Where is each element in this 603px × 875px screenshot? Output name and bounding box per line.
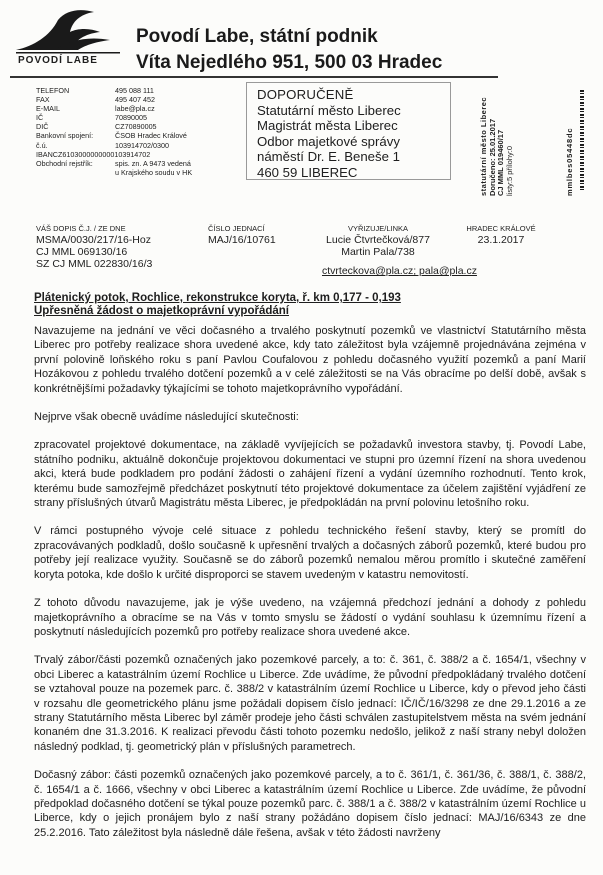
paragraph: Trvalý zábor/části pozemků označených jako pozemkové parcely, a to: č. 361, č. 388/2 a č. 1654/1, všechny v obci Liberec a katastrálním území Rochlice u Liberce. Zde uvádíme, že původní předpokládaný trvalého dotčení se vztahoval pouze na pozemek parc. č. 388/2 v katastrálním území Rochlice u Liberce, kdy o převod jeho části v rozsahu dle geometrického plánu jsme požádali dopisem číslo jednací: IČ/IČ/16/3298 ze dne 29.1.2016 a ze strany Statutárního města Liberec byl záměr prodeje jeho části schválen zastupitelstvem města na svém jednání konaném dne 31.3.2016. K realizaci převodu části tohoto pozemku nedošlo, jelikož z naší strany nebyl doložen následný podklad, tj. geometrický plán v příslušných parametrech. <box>34 654 586 753</box>
organization-address: Víta Nejedlého 951, 500 03 Hradec <box>136 52 443 73</box>
paragraph: Dočasný zábor: části pozemků označených jako pozemkové parcely, a to č. 361/1, č. 361/36, č. 388/1, č. 388/2, č. 1654/1 a č. 1666, všechny v obci Liberec a katastrálním území Rochlice u Liberce. Zde uvádíme, že původní předpoklad dočasného dotčení se týkal pouze pozemků parc. č. 388/1 a č. 388/2 v katastrálním území Rochlice u Liberce, kdy o jejich pronájem bylo z naší strany požádáno dopisem číslo jednací: MAJ/16/6343 ze dne 25.2.2016. Tato záležitost byla následně dále řešena, avšak v této žádosti navrženy <box>34 769 586 839</box>
barcode-label <box>566 128 575 196</box>
contact-key: Bankovní spojení: <box>36 131 94 141</box>
subject-line: Plátenický potok, Rochlice, rekonstrukce koryta, ř. km 0,177 - 0,193 <box>34 292 401 304</box>
subject-line: Upřesněná žádost o majetkoprávní vypořádání <box>34 305 289 317</box>
organization-name: Povodí Labe, státní podnik <box>136 26 378 47</box>
recipient-address <box>246 82 451 180</box>
povodi-labe-logo <box>14 6 124 70</box>
delivery-type-label: DOPORUČENĚ <box>257 87 354 102</box>
recipient-line: Odbor majetkové správy <box>257 133 400 149</box>
contact-value: ČSOB Hradec Králové <box>115 131 187 141</box>
stamp-line: statutární město Liberec <box>479 96 488 196</box>
contact-key: E-MAIL <box>36 104 60 114</box>
logo-text: POVODÍ LABE <box>18 55 98 66</box>
paragraph: V rámci postupného vývoje celé situace z pohledu technického řešení stavby, který se promítl do zpracovávaných podkladů, došlo současně k upřesnění trvalých a dočasných záborů pozemků, které budou pro potřeby její realizace využity. Současně se do záborů pozemků nemalou měrou promítlo i skutečné zaměření koryta potoka, kde došlo k určité disproporci se stavem uvedeným v katastru nemovitostí. <box>34 525 586 581</box>
contact-value: CZ70890005 <box>115 122 157 132</box>
handler-name: Lucie Čtvrtečková/877 <box>326 234 430 246</box>
contact-value: 70890005 <box>115 113 147 123</box>
stamp-line: Doručeno: 25.01.2017 <box>487 118 497 196</box>
recipient-line: Statutární město Liberec <box>257 102 401 118</box>
reference-label: VÁŠ DOPIS Č.J. / ZE DNE <box>36 224 126 233</box>
handler-name: Martin Pala/738 <box>341 246 415 258</box>
letter-body <box>34 324 586 854</box>
document-number-label: ČÍSLO JEDNACÍ <box>208 224 265 233</box>
contact-value: u Krajského soudu v HK <box>115 167 193 177</box>
contact-details <box>36 86 192 177</box>
paragraph: Nejprve však obecně uvádíme následující skutečnosti: <box>34 411 299 424</box>
contact-key: IBANCZ6103000000000103914702 <box>36 149 151 159</box>
barcode-bars <box>580 90 584 190</box>
contact-value: 495 407 452 <box>115 95 155 105</box>
handler-block <box>318 224 438 258</box>
reference-value: MSMA/0030/217/16-Hoz <box>36 234 151 246</box>
stamp-line: listy:5 přílohy:0 <box>504 145 514 196</box>
contact-value: spis. zn. A 9473 vedená <box>115 158 191 168</box>
contact-key: TELEFON <box>36 86 70 95</box>
header-divider <box>10 76 498 78</box>
document-number: MAJ/16/10761 <box>208 234 276 246</box>
letter-date: 23.1.2017 <box>477 234 525 246</box>
reference-block <box>36 224 152 270</box>
subject <box>34 292 401 318</box>
contact-key: Obchodní rejstřík: <box>36 158 93 168</box>
contact-key: č.ú. <box>36 140 48 150</box>
document-number-block <box>208 224 276 246</box>
contact-value: labe@pla.cz <box>115 104 155 114</box>
contact-key: DIČ <box>36 122 49 132</box>
contact-key <box>36 168 115 177</box>
paragraph: Z tohoto důvodu navazujeme, jak je výše uvedeno, na vzájemná předchozí jednání a dohody z pohledu majetkoprávního a obracíme se na Vás v tomto smyslu se žádostí o vydání souhlasu k územnímu řízení a poskytnutí následujících pozemků pro potřeby realizace shora uvedené akce. <box>34 597 586 638</box>
reference-value: SZ CJ MML 022830/16/3 <box>36 258 153 270</box>
paragraph: Navazujeme na jednání ve věci dočasného a trvalého poskytnutí pozemků ve vlastnictví Statutárního města Liberec pro potřeby realizace shora uvedené akce, kdy tato záležitost byla vzájemně projednávána zejména v první polovině loňského roku s paní Pavlou Coufalovou z pohledu dočasného využití pozemků a paní Marií Hozákovou z pohledu trvalého dotčení pozemků a v celé záležitosti se na Vás obracíme po delší době, avšak s konkrétnějšími požadavky týkajícími se tohoto majetkoprávního vypořádání. <box>34 325 586 395</box>
paragraph: zpracovatel projektové dokumentace, na základě vyvíjejících se požadavků investora stavby, tj. Povodí Labe, státního podniku, aktuálně dokončuje projektovou dokumentaci ve stupni pro územní řízení na shora uvedenou akci, která bude podkladem pro podání žádosti o zahájení řízení a vydání územního rozhodnutí. Tento krok, kterému bude samozřejmě předcházet poskytnutí této projektové dokumentace za účelem zajištění vyjádření ze strany příslušných útvarů Magistrátu města Liberec, je předpokládán na první polovinu letošního roku. <box>34 439 586 510</box>
reference-value: CJ MML 069130/16 <box>36 246 128 258</box>
receipt-stamp <box>480 97 514 196</box>
handler-emails[interactable]: ctvrteckova@pla.cz; pala@pla.cz <box>322 265 477 277</box>
recipient-line: 460 59 LIBEREC <box>257 164 358 180</box>
stamp-line: CJ MML 019460/17 <box>496 129 505 196</box>
contact-value: 103914702/0300 <box>115 140 169 150</box>
date-block <box>456 224 546 246</box>
contact-key: FAX <box>36 95 50 105</box>
barcode-text: mmlbes05448dc <box>565 127 574 196</box>
contact-value: 495 088 111 <box>115 86 154 95</box>
handler-label: VYŘIZUJE/LINKA <box>347 224 408 233</box>
recipient-line: Magistrát města Liberec <box>257 118 398 134</box>
contact-key: IČ <box>36 113 44 123</box>
recipient-line: náměstí Dr. E. Beneše 1 <box>257 149 400 165</box>
place-label: HRADEC KRÁLOVÉ <box>466 224 536 233</box>
organization-header <box>136 24 442 76</box>
